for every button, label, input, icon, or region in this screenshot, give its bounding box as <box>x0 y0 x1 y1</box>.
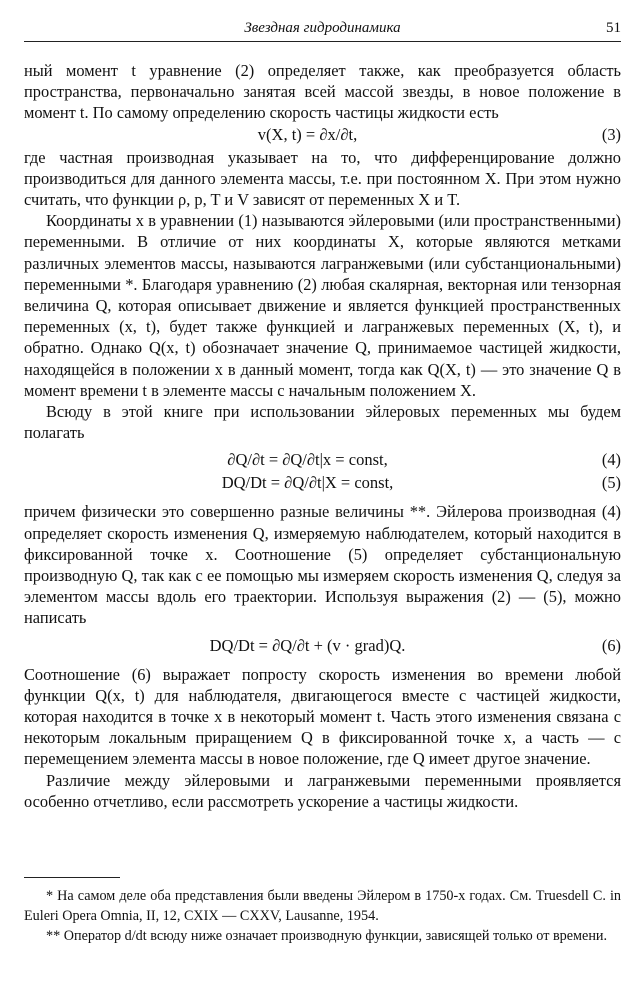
equation-3-text: v(X, t) = ∂x/∂t, <box>257 124 358 144</box>
equation-3 <box>24 124 621 147</box>
page-number: 51 <box>606 20 621 36</box>
paragraph-6: Соотношение (6) выражает попросту скорость изменения во времени любой функции Q(x, t) для наблюдателя, двигающегося вместе с частицей жидкости, которая находится в точке x в некоторый момент t. Часть этого изменения связана с некоторым локальным приращением Q в фиксированной точке x, а часть — с перемещением элемента массы в новое положение, где Q имеет другое значение. <box>24 664 621 769</box>
footnotes <box>24 886 621 946</box>
footnote-1: * На самом деле оба представления были введены Эйлером в 1750-х годах. См. Truesdell C. in Euleri Opera Omnia, II, 12, CXIX — CXXV, Lausanne, 1954. <box>24 888 621 924</box>
equation-5-number: (5) <box>601 473 621 493</box>
paragraph-4: Всюду в этой книге при использовании эйлеровых переменных мы будем полагать <box>24 402 621 443</box>
equation-6 <box>24 635 621 658</box>
paragraph-3: Координаты x в уравнении (1) называются эйлеровыми (или пространственными) переменными. В отличие от них координаты X, которые являются метками различных элементов массы, называются лагранжевыми (или субстанциональными) переменными *. Благодаря уравнению (2) любая скалярная, векторная или тензорная величина Q, которая описывает движение и является функцией пространственных переменных (x, t), будет также функцией и лагранжевых переменных (X, t), и обратно. Однако Q(x, t) обозначает значение Q, принимаемое частицей жидкости, находящейся в положении x в данный момент, тогда как Q(X, t) — это значение Q в момент времени t в элементе массы с начальным положением X. <box>24 211 621 400</box>
running-title: Звездная гидродинамика <box>244 20 401 36</box>
equation-6-number: (6) <box>601 635 621 655</box>
paragraph-1: ный момент t уравнение (2) определяет также, как преобразуется область пространства, первоначально занятая всей массой звезды, в новое положение в момент t. По самому определению скорость частицы жидкости есть <box>24 61 621 123</box>
paragraph-2: где частная производная указывает на то, что дифференцирование должно производиться для данного элемента массы, т.е. при постоянном X. При этом нужно считать, что функции ρ, p, T и V зависят от переменных X и T. <box>24 147 621 210</box>
equation-4-text: ∂Q/∂t = ∂Q/∂t|x = const, <box>227 450 388 470</box>
equation-5-text: DQ/Dt = ∂Q/∂t|X = const, <box>221 473 394 493</box>
header-rule <box>24 41 621 42</box>
paragraph-5: причем физически это совершенно разные величины **. Эйлерова производная (4) определяет скорость изменения Q, измеряемую наблюдателем, который находится в фиксированной точке x. Соотношение (5) определяет субстанциональную производную Q, так как с ее помощью мы измеряем скорость изменения Q, следуя за элементом массы вдоль его траектории. Используя выражения (2) — (5), можно написать <box>24 502 621 628</box>
page-body <box>24 60 621 812</box>
paragraph-7: Различие между эйлеровыми и лагранжевыми переменными проявляется особенно отчетливо, если рассмотреть ускорение a частицы жидкости. <box>24 770 621 811</box>
equation-3-number: (3) <box>601 124 621 144</box>
equation-4 <box>24 449 621 472</box>
equation-5 <box>24 472 621 495</box>
page-header <box>24 12 621 42</box>
equation-4-number: (4) <box>601 450 621 470</box>
footnote-2: ** Оператор d/dt всюду ниже означает производную функции, зависящей только от времени. <box>46 928 608 944</box>
equation-6-text: DQ/Dt = ∂Q/∂t + (v · grad)Q. <box>209 635 406 655</box>
footnote-rule <box>24 877 120 878</box>
